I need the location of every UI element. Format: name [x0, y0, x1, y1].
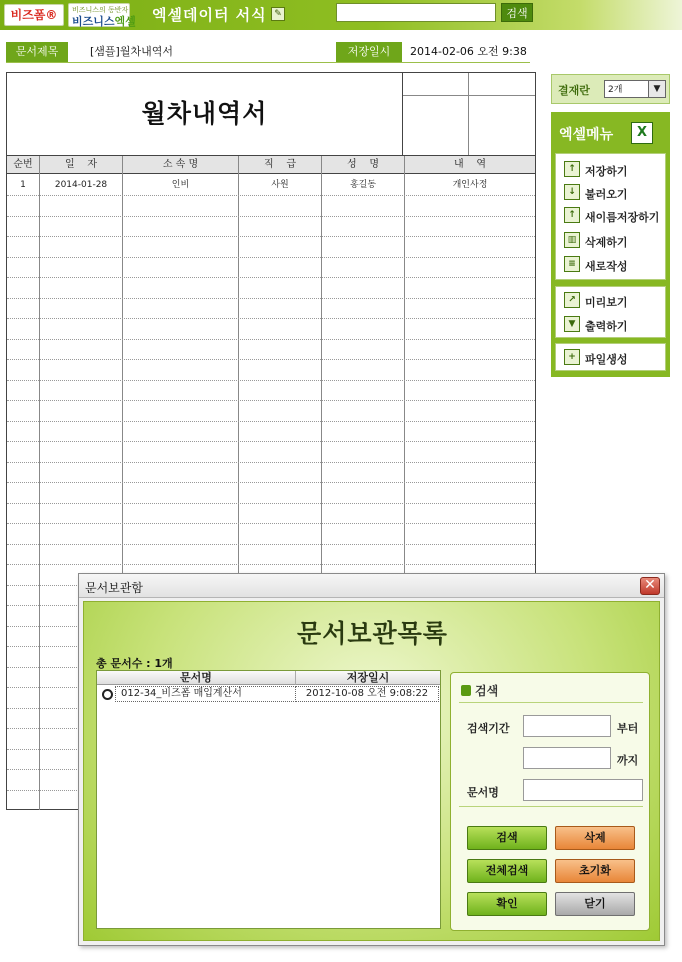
dialog-body: [83, 601, 660, 941]
row-line: [7, 441, 535, 442]
doc-info-bar: [6, 42, 530, 62]
saved-date-label: 저장일시: [336, 42, 402, 62]
row-line: [7, 236, 535, 237]
approval-selector: [551, 74, 670, 104]
delete-button[interactable]: 삭제: [555, 826, 635, 850]
confirm-button[interactable]: 확인: [467, 892, 547, 916]
row-line: [7, 277, 535, 278]
row-line: [7, 503, 535, 504]
menu-save-as[interactable]: [560, 205, 665, 225]
chevron-down-icon[interactable]: ▼: [648, 81, 665, 97]
row-line: [7, 216, 535, 217]
search-panel-divider-2: [459, 806, 643, 807]
list-item-date[interactable]: 2012-10-08 오전 9:08:22: [296, 686, 439, 702]
document-title: 월차내역서: [7, 73, 403, 155]
menu-group-print: [555, 286, 666, 338]
approval-count-value: 2개: [608, 85, 623, 95]
approval-divider-v: [468, 73, 469, 155]
col-header-name: 성 명: [346, 159, 380, 170]
menu-preview[interactable]: [560, 290, 665, 310]
list-col-name[interactable]: 문서명: [97, 671, 296, 685]
search-panel: [450, 672, 650, 931]
logo-wordmark: [72, 13, 136, 29]
col-divider: [39, 156, 40, 810]
cell-rank[interactable]: 사원: [271, 180, 289, 190]
search-all-button[interactable]: 전체검색: [467, 859, 547, 883]
excel-logo-icon: X: [631, 122, 653, 144]
menu-delete-label: 삭제하기: [585, 236, 628, 249]
menu-save-label: 저장하기: [585, 165, 628, 178]
doc-name-input[interactable]: [523, 779, 643, 801]
search-panel-divider: [459, 702, 643, 703]
row-line: [7, 564, 535, 565]
new-document-icon: ≡: [564, 256, 580, 272]
list-item-radio[interactable]: [102, 689, 113, 700]
excel-icon: ✎: [271, 7, 285, 21]
reset-button[interactable]: 초기화: [555, 859, 635, 883]
row-line: [7, 257, 535, 258]
col-header-seq: 순번: [13, 159, 33, 170]
row-line: [7, 482, 535, 483]
menu-group-create: [555, 343, 666, 371]
excel-menu-title: 엑셀메뉴: [559, 127, 614, 143]
col-header-dept: 소 속 명: [162, 159, 199, 170]
document-archive-dialog: [78, 573, 665, 946]
menu-save-as-label: 새이름저장하기: [585, 211, 660, 224]
trash-icon: ▥: [564, 232, 580, 248]
approval-count-select[interactable]: [604, 80, 666, 98]
menu-create-file[interactable]: [560, 347, 665, 367]
saved-date-value: 2014-02-06 오전 9:38: [410, 45, 527, 58]
top-search-button[interactable]: 검색: [501, 3, 533, 22]
close-button[interactable]: 닫기: [555, 892, 635, 916]
business-excel-logo[interactable]: [68, 3, 136, 28]
to-suffix: 까지: [617, 754, 639, 767]
menu-delete[interactable]: [560, 230, 665, 250]
menu-load-label: 불러오기: [585, 188, 628, 201]
menu-create-file-label: 파일생성: [585, 353, 628, 366]
cell-detail[interactable]: 개인사정: [452, 180, 488, 190]
doc-title-value: [샘플]월차내역서: [90, 45, 173, 58]
menu-new-label: 새로작성: [585, 260, 628, 273]
row-line: [7, 400, 535, 401]
excel-menu: [551, 112, 670, 377]
approval-divider-h: [403, 95, 535, 96]
dialog-heading: 문서보관목록: [297, 619, 448, 648]
close-icon[interactable]: ✕: [640, 577, 660, 595]
col-header-rank: 직 급: [263, 159, 297, 170]
doc-title-label: 문서제목: [6, 42, 68, 62]
print-icon: ▼: [564, 316, 580, 332]
document-list[interactable]: [96, 670, 441, 929]
row-line: [7, 380, 535, 381]
cell-seq[interactable]: 1: [20, 180, 26, 190]
menu-preview-label: 미리보기: [585, 296, 628, 309]
row-line: [7, 339, 535, 340]
logo-tagline: 비즈니스의 동반자: [72, 6, 129, 14]
preview-icon: ↗: [564, 292, 580, 308]
col-header-detail: 내 역: [453, 159, 487, 170]
menu-save[interactable]: [560, 159, 665, 179]
row-line: [7, 298, 535, 299]
cell-dept[interactable]: 인비: [171, 180, 190, 190]
menu-new[interactable]: [560, 254, 665, 274]
doc-name-label: 문서명: [467, 786, 499, 799]
list-header: [97, 671, 440, 685]
cell-date[interactable]: 2014-01-28: [54, 180, 108, 190]
list-item[interactable]: [97, 686, 440, 702]
menu-group-file: [555, 153, 666, 280]
logo-wordmark-b: 엑셀: [114, 15, 136, 28]
row-line: [7, 462, 535, 463]
date-from-input[interactable]: [523, 715, 611, 737]
search-button[interactable]: 검색: [467, 826, 547, 850]
row-line: [7, 421, 535, 422]
col-header-date: 일 자: [64, 159, 98, 170]
row-line: [7, 523, 535, 524]
top-header: [0, 0, 682, 30]
approval-label: 결재란: [558, 84, 590, 97]
row-line: [7, 195, 535, 196]
menu-load[interactable]: [560, 182, 665, 202]
top-search-input[interactable]: [336, 3, 496, 22]
search-panel-icon: [461, 685, 471, 696]
from-suffix: 부터: [617, 722, 639, 735]
save-icon: ↑: [564, 161, 580, 177]
load-icon: ↓: [564, 184, 580, 200]
info-divider: [6, 62, 530, 63]
row-line: [7, 359, 535, 360]
dialog-titlebar[interactable]: [79, 574, 664, 598]
row-line: [7, 318, 535, 319]
row-line: [7, 544, 535, 545]
table-header: [7, 156, 535, 174]
menu-print[interactable]: [560, 314, 665, 334]
save-as-icon: ↑: [564, 207, 580, 223]
bizforms-logo[interactable]: 비즈폼®: [4, 4, 64, 26]
create-file-icon: +: [564, 349, 580, 365]
approval-grid: [403, 73, 535, 155]
search-panel-title: [461, 682, 498, 699]
excel-menu-header: [551, 112, 670, 152]
app-title: 엑셀데이터 서식: [152, 6, 267, 24]
menu-print-label: 출력하기: [585, 320, 628, 333]
list-col-date[interactable]: 저장일시: [346, 671, 390, 684]
search-panel-title-text: 검색: [475, 684, 499, 698]
cell-name[interactable]: 홍길동: [349, 180, 377, 190]
dialog-title: 문서보관함: [85, 581, 143, 595]
list-item-name[interactable]: 012-34_비즈폼 매입계산서: [115, 686, 296, 702]
period-label: 검색기간: [467, 722, 510, 735]
document-count: 총 문서수 : 1개: [96, 657, 173, 670]
logo-wordmark-a: 비즈니스: [72, 15, 115, 28]
date-to-input[interactable]: [523, 747, 611, 769]
